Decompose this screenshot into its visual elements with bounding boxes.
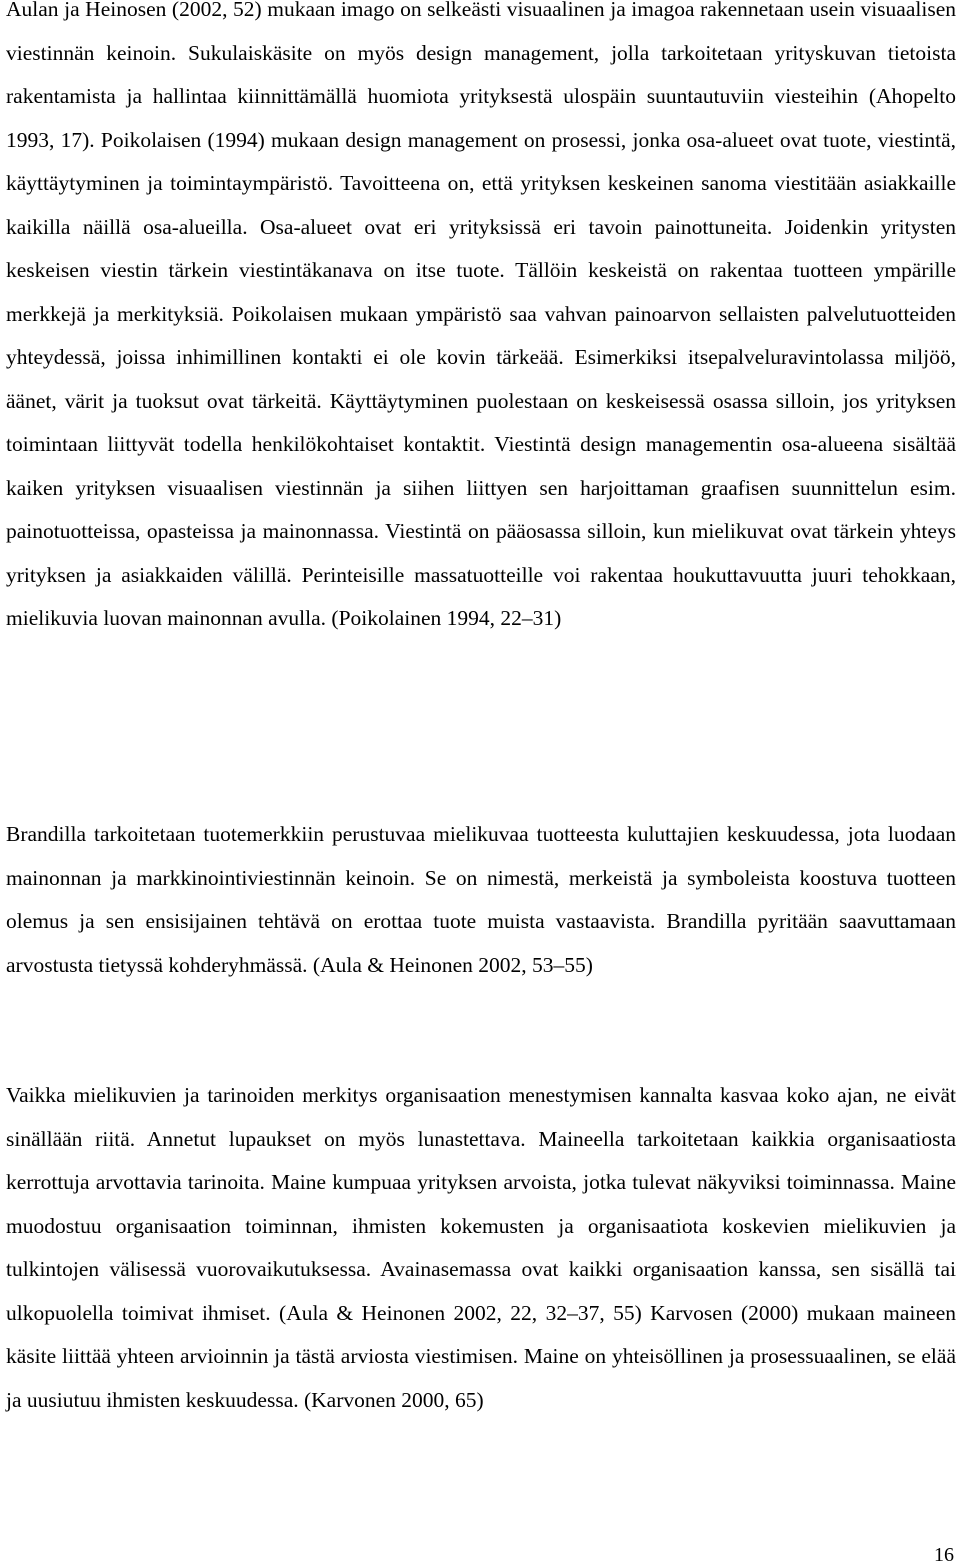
paragraph-image-design-management: Aulan ja Heinosen (2002, 52) mukaan imago on selkeästi visuaalinen ja imagoa rakennetaan usein visuaalisen viestinnän keinoin. Sukulaiskäsite on myös design management, jolla tarkoitetaan yrityskuvan tietoista rakentamista ja hallintaa kiinnittämällä huomiota yrityksestä ulospäin suuntautuviin viesteihin (Ahopelto 1993, 17). Poikolaisen (1994) mukaan design management on prosessi, jonka osa-alueet ovat tuote, viestintä, käyttäytyminen ja toimintaympäristö. Tavoitteena on, että yrityksen keskeinen sanoma viestitään asiakkaille kaikilla näillä osa-alueilla. Osa-alueet ovat eri yrityksissä eri tavoin painottuneita. Joidenkin yritysten keskeisen viestin tärkein viestintäkanava on itse tuote. Tällöin keskeistä on rakentaa tuotteen ympärille merkkejä ja merkityksiä. Poikolaisen mukaan ympäristö saa vahvan painoarvon sellaisten palvelutuotteiden yhteydessä, joissa inhimillinen kontakti ei ole kovin tärkeää. Esimerkiksi itsepalveluravintolassa miljöö, äänet, värit ja tuoksut ovat tärkeitä. Käyttäytyminen puolestaan on keskeisessä osassa silloin, jos yrityksen toimintaan liittyvät todella henkilökohtaiset kontaktit. Viestintä design managementin osa-alueena sisältää kaiken yrityksen visuaalisen viestinnän ja siihen liittyen sen harjoittaman graafisen suunnittelun esim. painotuotteissa, opasteissa ja mainonnassa. Viestintä on pääosassa silloin, kun mielikuvat ovat tärkein yhteys yrityksen ja asiakkaiden välillä. Perinteisille massatuotteille voi rakentaa houkuttavuutta juuri tehokkaan, mielikuvia luovan mainonnan avulla. (Poikolainen 1994, 22–31) [6,0,956,630]
paragraph-reputation: Vaikka mielikuvien ja tarinoiden merkitys organisaation menestymisen kannalta kasvaa koko ajan, ne eivät sinällään riitä. Annetut lupaukset on myös lunastettava. Maineella tarkoitetaan kaikkia organisaatiosta kerrottuja arvottavia tarinoita. Maine kumpuaa yrityksen arvoista, jotka tulevat näkyviksi toiminnassa. Maine muodostuu organisaation toiminnan, ihmisten kokemusten ja organisaatiota koskevien mielikuvien ja tulkintojen välisessä vuorovaikutuksessa. Avainasemassa ovat kaikki organisaation kanssa, sen sisällä tai ulkopuolella toimivat ihmiset. (Aula & Heinonen 2002, 22, 32–37, 55) Karvosen (2000) mukaan maineen käsite liittää yhteen arvioinnin ja tästä arviosta viestimisen. Maine on yhteisöllinen ja prosessuaalinen, se elää ja uusiutuu ihmisten keskuudessa. (Karvonen 2000, 65) [6,1083,956,1412]
paragraph-brand: Brandilla tarkoitetaan tuotemerkkiin perustuvaa mielikuvaa tuotteesta kuluttajien keskuudessa, jota luodaan mainonnan ja markkinointiviestinnän keinoin. Se on nimestä, merkeistä ja symboleista koostuva tuotteen olemus ja sen ensisijainen tehtävä on erottaa tuote muista vastaavista. Brandilla pyritään saavuttamaan arvostusta tietyssä kohderyhmässä. (Aula & Heinonen 2002, 53–55) [6,822,956,977]
page-number: 16 [934,1544,954,1566]
